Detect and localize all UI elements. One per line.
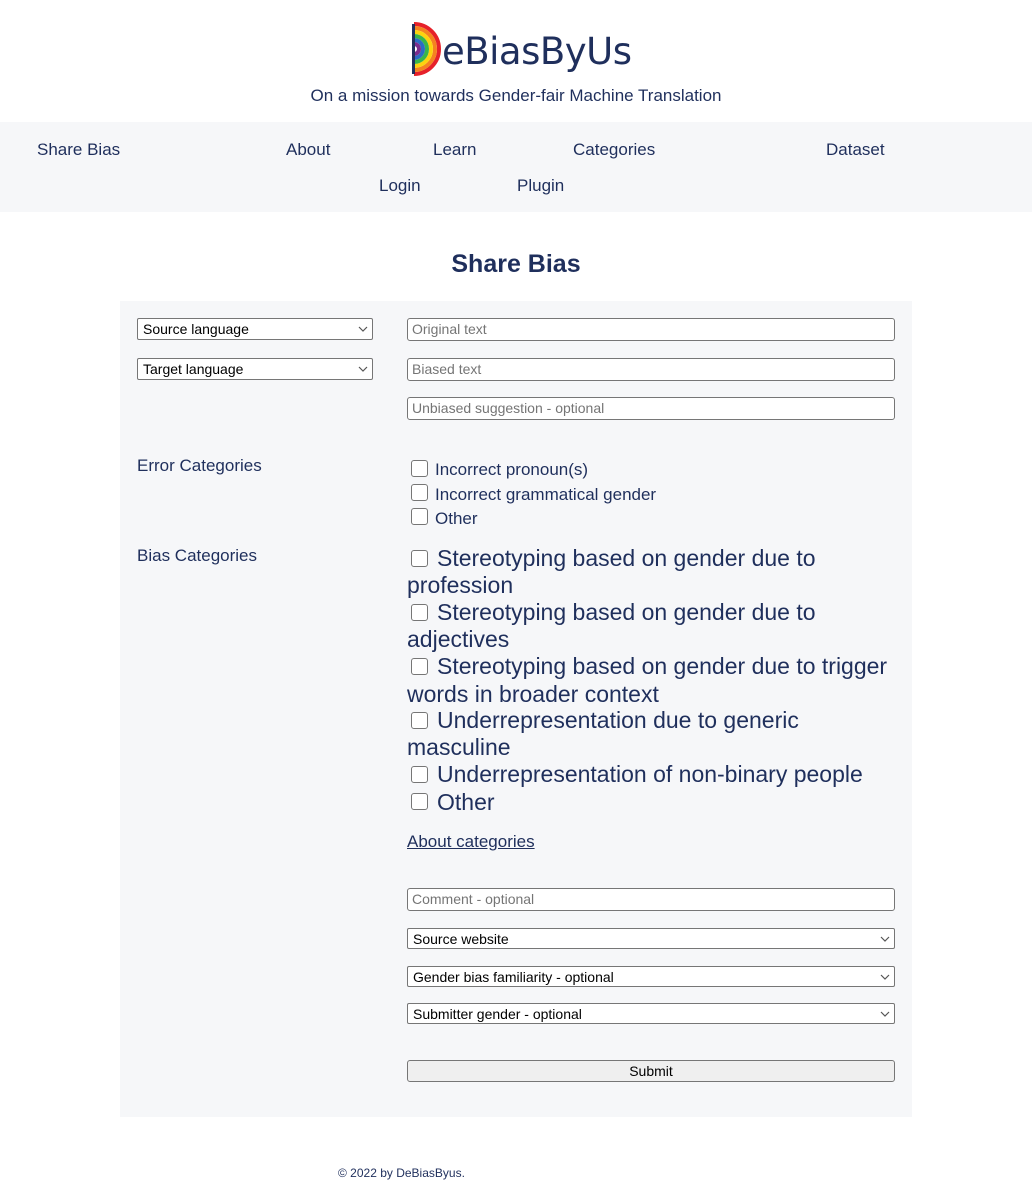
chevron-down-icon [880, 932, 890, 946]
bias-adjectives-checkbox[interactable] [411, 604, 428, 621]
chevron-down-icon [358, 362, 368, 376]
submitter-gender-value: Submitter gender - optional [413, 1006, 582, 1022]
gender-bias-familiarity-select[interactable] [407, 966, 895, 987]
site-header [0, 0, 1032, 122]
source-website-value: Source website [413, 931, 509, 947]
logo-text: eBiasByUs [442, 30, 632, 73]
error-other-checkbox[interactable] [411, 508, 428, 525]
submit-button[interactable]: Submit [407, 1060, 895, 1082]
page-title: Share Bias [451, 250, 581, 278]
nav-categories[interactable]: Categories [573, 140, 656, 159]
logo[interactable] [412, 16, 632, 76]
error-pronoun-label: Incorrect pronoun(s) [435, 460, 589, 479]
main-nav [0, 122, 1032, 212]
error-categories-label: Error Categories [137, 456, 262, 475]
source-website-select[interactable] [407, 928, 895, 949]
chevron-down-icon [880, 1007, 890, 1021]
error-grammatical-gender-label: Incorrect grammatical gender [435, 485, 657, 504]
bias-non-binary-checkbox[interactable] [411, 766, 428, 783]
error-other-label: Other [435, 509, 478, 528]
chevron-down-icon [880, 970, 890, 984]
biased-text-input[interactable]: Biased text [407, 358, 895, 381]
chevron-down-icon [358, 322, 368, 336]
rainbow-d-logo-icon [412, 22, 446, 76]
bias-non-binary-label: Underrepresentation of non-binary people [437, 761, 863, 787]
gender-bias-familiarity-value: Gender bias familiarity - optional [413, 969, 614, 985]
nav-plugin[interactable]: Plugin [517, 176, 565, 195]
about-categories-link[interactable]: About categories [407, 832, 535, 851]
bias-categories-label: Bias Categories [137, 546, 258, 565]
bias-generic-masculine-label-line1: Underrepresentation due to generic [437, 707, 799, 733]
tagline: On a mission towards Gender-fair Machine Translation [310, 86, 722, 105]
bias-trigger-words-checkbox[interactable] [411, 658, 428, 675]
error-grammatical-gender-checkbox[interactable] [411, 484, 428, 501]
bias-profession-label-line1: Stereotyping based on gender due to [437, 545, 816, 571]
nav-share-bias[interactable]: Share Bias [37, 140, 121, 159]
source-language-value: Source language [143, 321, 249, 337]
footer-copyright: © 2022 by DeBiasByus. [338, 1166, 465, 1180]
bias-other-checkbox[interactable] [411, 793, 428, 810]
unbiased-suggestion-input[interactable]: Unbiased suggestion - optional [407, 397, 895, 420]
bias-other-label: Other [437, 789, 495, 815]
bias-generic-masculine-checkbox[interactable] [411, 712, 428, 729]
target-language-value: Target language [143, 361, 244, 377]
bias-generic-masculine-label-line2: masculine [407, 734, 511, 760]
bias-profession-checkbox[interactable] [411, 550, 428, 567]
bias-adjectives-label-line1: Stereotyping based on gender due to [437, 599, 816, 625]
source-language-select[interactable] [137, 318, 373, 340]
submitter-gender-select[interactable] [407, 1003, 895, 1024]
nav-dataset[interactable]: Dataset [826, 140, 885, 159]
nav-login[interactable]: Login [379, 176, 421, 195]
original-text-input[interactable]: Original text [407, 318, 895, 341]
nav-about[interactable]: About [286, 140, 331, 159]
bias-profession-label-line2: profession [407, 572, 514, 598]
target-language-select[interactable] [137, 358, 373, 380]
bias-trigger-words-label-line1: Stereotyping based on gender due to trigger [437, 653, 888, 679]
comment-input[interactable]: Comment - optional [407, 888, 895, 911]
bias-trigger-words-label-line2: words in broader context [407, 681, 659, 707]
error-pronoun-checkbox[interactable] [411, 460, 428, 477]
bias-adjectives-label-line2: adjectives [407, 626, 510, 652]
nav-learn[interactable]: Learn [433, 140, 477, 159]
